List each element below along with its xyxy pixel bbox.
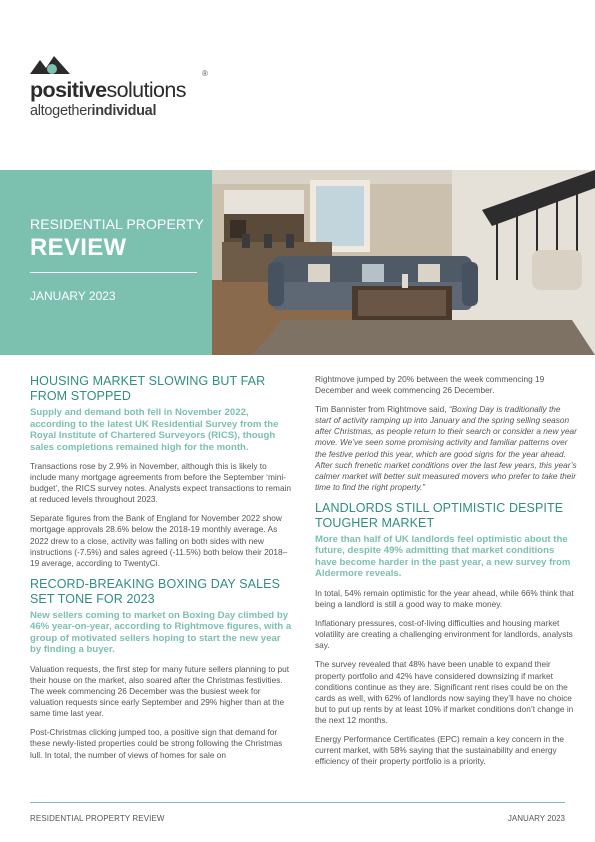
article-lead: Supply and demand both fell in November 2022, according to the latest UK Residential Survey from the Royal Institute of Chartered Surveyors (RICS), though sales completions remained high for the month. <box>30 407 279 453</box>
article-lead: New sellers coming to market on Boxing Day climbed by 46% year-on-year, according to Rightmove figures, with a group of motivated sellers hoping to start the new year by finding a buyer. <box>30 609 292 656</box>
hero-date: JANUARY 2023 <box>30 289 116 303</box>
article-paragraph: Rightmove jumped by 20% between the week commencing 19 December and week commencing 26 December. <box>315 374 545 396</box>
hero-title: REVIEW <box>30 234 127 261</box>
article-lead: More than half of UK landlords feel optimistic about the future, despite 49% admitting that market conditions have become harder in the past year, a new survey from Aldermore reveals. <box>315 533 571 580</box>
article-heading: RECORD-BREAKING BOXING DAY SALES SET TONE FOR 2023 <box>30 576 281 606</box>
registered-mark: ® <box>202 69 208 78</box>
left-column <box>30 374 292 769</box>
living-room-illustration <box>212 170 595 355</box>
article-paragraph: Inflationary pressures, cost-of-living difficulties and housing market volatility are creating a challenging environment for landlords, analysts say. <box>315 618 573 651</box>
company-logo <box>30 52 230 132</box>
hero-subtitle: RESIDENTIAL PROPERTY <box>30 216 204 232</box>
logo-tagline <box>30 103 156 119</box>
logo-name-bold: positive <box>30 78 107 102</box>
article-heading: HOUSING MARKET SLOWING BUT FAR FROM STOPPED <box>30 374 266 403</box>
article-paragraph: Valuation requests, the first step for many future sellers planning to put their house on the market, also soared after the Christmas festivities. The week commencing 26 December was the busiest week for valuation requests since early September and 29% higher than at the same time last year. <box>30 663 290 719</box>
tagline-bold: individual <box>91 103 157 119</box>
logo-mark-icon <box>30 52 70 78</box>
article-paragraph: Energy Performance Certificates (EPC) remain a key concern in the current market, with 58% saying that the sustainability and energy efficiency of their property portfolio is a priority. <box>315 733 565 767</box>
article-paragraph: Separate figures from the Bank of England for November 2022 show mortgage approvals 28.6% below the 2018-19 monthly average. As 2022 drew to a close, activity was falling on both sides with new instructions (-7.5%) and sales agreed (-11.5%) both below their 2018–19 average, according to TwentyCi. <box>30 513 288 568</box>
quote-text: “Boxing Day is traditionally the start of activity ramping up into January and the spring selling season after Christmas, as people return to their search or consider a new year move. We’ve seen some promising activity and familiar patterns over the festive period this year, which are good signs for the year ahead. After such frenetic market conditions over the last few years, this year’s calmer market will better suit measured movers who prefer to take their time to find the right property.” <box>315 404 577 492</box>
article-paragraph: The survey revealed that 48% have been unable to expand their property portfolio and 42% have considered downsizing if market conditions continue as they are. Significant rent rises could be on the cards as well, with 62% of landlords now saying they’ll have no choice but to put up rents by at least 10% if market conditions don’t change in the next 12 months. <box>315 659 574 725</box>
footer-date: JANUARY 2023 <box>507 814 565 823</box>
article-quote <box>315 404 577 493</box>
article-paragraph: Transactions rose by 2.9% in November, although this is likely to include many mortgage agreements from before the September ‘mini-budget’, the RICS survey notes. Analysts expect transactions to remain at reduced levels throughout 2023. <box>30 461 292 505</box>
article-heading: LANDLORDS STILL OPTIMISTIC DESPITE TOUGHER MARKET <box>315 500 564 530</box>
logo-name-regular: solutions <box>106 78 186 102</box>
footer-title: RESIDENTIAL PROPERTY REVIEW <box>30 814 165 823</box>
hero-divider <box>30 272 197 273</box>
logo-wordmark <box>30 78 186 103</box>
tagline-regular: altogether <box>30 103 92 119</box>
footer-divider <box>30 802 565 803</box>
hero-living-room-photo <box>212 170 595 355</box>
hero-color-band <box>0 170 212 355</box>
right-column <box>315 374 577 775</box>
article-paragraph: Post-Christmas clicking jumped too, a positive sign that demand for these newly-listed properties could be strong following the Christmas lull. In total, the number of views of homes for sale on <box>30 727 283 760</box>
article-paragraph: In total, 54% remain optimistic for the year ahead, while 66% think that being a landlord is still a good way to make money. <box>315 587 574 610</box>
quote-intro: Tim Bannister from Rightmove said, <box>315 404 449 415</box>
